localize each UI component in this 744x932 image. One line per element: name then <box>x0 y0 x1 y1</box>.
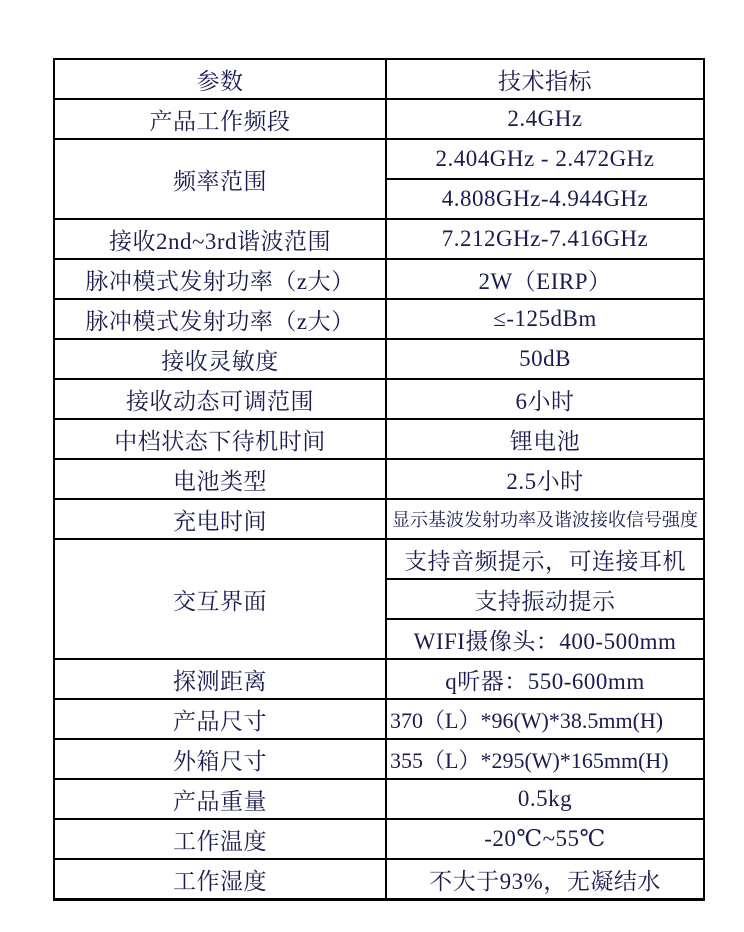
param-cell: 频率范围 <box>54 139 386 219</box>
table-row <box>54 299 704 339</box>
header-param-cell: 参数 <box>54 59 386 99</box>
param-cell: 交互界面 <box>54 539 386 659</box>
param-cell: 产品工作频段 <box>54 99 386 139</box>
param-cell: 中档状态下待机时间 <box>54 419 386 459</box>
param-cell: 接收2nd~3rd谐波范围 <box>54 219 386 259</box>
value-cell: 355（L）*295(W)*165mm(H) <box>386 739 704 779</box>
table-row <box>54 219 704 259</box>
table-row <box>54 339 704 379</box>
table-row <box>54 779 704 819</box>
param-cell: 接收动态可调范围 <box>54 379 386 419</box>
table-row <box>54 499 704 539</box>
value-cell: WIFI摄像头：400-500mm <box>386 619 704 659</box>
table-row <box>54 99 704 139</box>
value-cell: 显示基波发射功率及谐波接收信号强度 <box>386 499 704 539</box>
header-value-cell: 技术指标 <box>386 59 704 99</box>
table-row <box>54 659 704 699</box>
value-cell: 2W（EIRP） <box>386 259 704 299</box>
spec-table <box>53 58 705 901</box>
table-row <box>54 739 704 779</box>
table-row <box>54 539 704 579</box>
table-row <box>54 139 704 179</box>
value-cell: 支持振动提示 <box>386 579 704 619</box>
param-cell: 电池类型 <box>54 459 386 499</box>
value-cell: -20℃~55℃ <box>386 819 704 859</box>
value-cell: ≤-125dBm <box>386 299 704 339</box>
param-cell: 探测距离 <box>54 659 386 699</box>
table-header-row <box>54 59 704 99</box>
value-cell: 7.212GHz-7.416GHz <box>386 219 704 259</box>
table-row <box>54 859 704 900</box>
value-cell: q听器：550-600mm <box>386 659 704 699</box>
value-cell: 支持音频提示，可连接耳机 <box>386 539 704 579</box>
table-row <box>54 419 704 459</box>
value-cell: 50dB <box>386 339 704 379</box>
value-cell: 2.404GHz - 2.472GHz <box>386 139 704 179</box>
spec-table-container <box>53 58 703 901</box>
value-cell: 锂电池 <box>386 419 704 459</box>
param-cell: 产品尺寸 <box>54 699 386 739</box>
value-cell: 2.4GHz <box>386 99 704 139</box>
value-cell: 4.808GHz-4.944GHz <box>386 179 704 219</box>
value-cell: 不大于93%，无凝结水 <box>386 859 704 900</box>
param-cell: 产品重量 <box>54 779 386 819</box>
param-cell: 接收灵敏度 <box>54 339 386 379</box>
table-row <box>54 819 704 859</box>
param-cell: 脉冲模式发射功率（z大） <box>54 299 386 339</box>
value-cell: 6小时 <box>386 379 704 419</box>
param-cell: 工作湿度 <box>54 859 386 900</box>
value-cell: 370（L）*96(W)*38.5mm(H) <box>386 699 704 739</box>
param-cell: 外箱尺寸 <box>54 739 386 779</box>
value-cell: 0.5kg <box>386 779 704 819</box>
param-cell: 工作温度 <box>54 819 386 859</box>
table-row <box>54 259 704 299</box>
table-row <box>54 699 704 739</box>
value-cell: 2.5小时 <box>386 459 704 499</box>
table-row <box>54 459 704 499</box>
param-cell: 充电时间 <box>54 499 386 539</box>
table-row <box>54 379 704 419</box>
param-cell: 脉冲模式发射功率（z大） <box>54 259 386 299</box>
